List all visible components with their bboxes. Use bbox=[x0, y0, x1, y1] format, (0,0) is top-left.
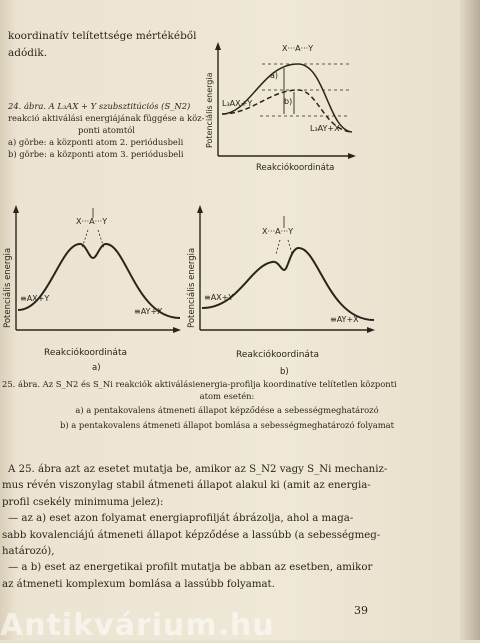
fig25a-panel: a) bbox=[92, 363, 101, 373]
figure-24-caption bbox=[8, 100, 204, 160]
fig25-caption-line-4: b) a pentakovalens átmeneti állapot bomlása a sebességmeghatározó folyamat bbox=[59, 419, 395, 430]
fig25a-left-label: ≡AX+Y bbox=[20, 294, 50, 303]
fig25b-panel: b) bbox=[280, 367, 289, 377]
body-line-5: sabb kovalenciájú átmeneti állapot képződése a lassúbb (a sebességmeg- bbox=[2, 529, 381, 541]
fig25a-x-arrow bbox=[173, 327, 181, 333]
fig25b-top-label: X···A···Y bbox=[262, 227, 294, 236]
fig25a-right-label: ≡AY+X bbox=[134, 307, 163, 316]
fig24-curve-b-label: b) bbox=[284, 97, 293, 106]
fig24-caption-line-4: a) görbe: a központi atom 2. periódusbeli bbox=[8, 137, 184, 147]
page-number: 39 bbox=[354, 604, 368, 617]
fig24-caption-line-1: 24. ábra. A L₃AX + Y szubsztitúciós (S_N2) bbox=[8, 101, 191, 111]
fig24-caption-line-5: b) görbe: a központi atom 3. periódusbeli bbox=[8, 149, 184, 159]
body-line-2: mus révén viszonylag stabil átmeneti állapot alakul ki (amit az energia- bbox=[2, 480, 371, 492]
fig25-caption-line-2: atom esetén: bbox=[199, 390, 255, 401]
fig25a-ylabel: Potenciális energia bbox=[3, 247, 13, 328]
fig25b-curve bbox=[202, 248, 374, 320]
fig25-caption-line-3: a) a pentakovalens átmeneti állapot képződése a sebességmeghatározó bbox=[75, 405, 379, 415]
intro-line-2: adódik. bbox=[8, 47, 48, 59]
fig25b-ts-dash-right bbox=[288, 240, 292, 254]
fig24-left-label: L₃AX+Y bbox=[222, 99, 253, 108]
fig25a-xlabel: Reakciókoordináta bbox=[44, 348, 127, 358]
fig24-right-label: L₃AY+X bbox=[310, 124, 340, 133]
body-line-6: határozó), bbox=[2, 546, 55, 558]
body-line-3: profil csekély minimuma jelez): bbox=[2, 496, 164, 508]
fig24-top-label: X···A···Y bbox=[282, 44, 314, 53]
figure-25-caption bbox=[2, 379, 452, 431]
body-line-7: — a b) eset az energetikai profilt mutatja be abban az esetben, amikor bbox=[8, 562, 373, 574]
fig25a-top-label: X···A···Y bbox=[76, 217, 108, 226]
fig24-caption-line-3: ponti atomtól bbox=[78, 125, 135, 135]
fig25b-x-arrow bbox=[367, 327, 375, 333]
figure-25a-diagram bbox=[0, 200, 190, 380]
body-paragraph bbox=[2, 462, 454, 593]
fig25b-ts-dash-left bbox=[276, 240, 280, 254]
fig24-y-arrow bbox=[215, 42, 221, 50]
intro-line-1: koordinatív telítettsége mértékéből bbox=[8, 30, 197, 42]
body-line-1: A 25. ábra azt az esetet mutatja be, amikor az S_N2 vagy S_Ni mechaniz- bbox=[8, 464, 388, 475]
fig25b-xlabel: Reakciókoordináta bbox=[236, 350, 319, 360]
fig24-caption-line-2: reakció aktiválási energiájának függése a köz- bbox=[8, 113, 205, 123]
figure-25b-diagram bbox=[184, 200, 384, 380]
fig25b-right-label: ≡AY+X bbox=[330, 315, 359, 324]
fig25b-left-label: ≡AX+Y bbox=[204, 293, 234, 302]
fig25b-ylabel: Potenciális energia bbox=[187, 247, 197, 328]
figure-24-diagram bbox=[200, 38, 360, 178]
fig24-xlabel: Reakciókoordináta bbox=[256, 163, 335, 173]
body-line-8: az átmeneti komplexum bomlása a lassúbb folyamat. bbox=[2, 578, 275, 590]
intro-paragraph bbox=[8, 28, 196, 62]
fig24-ylabel: Potenciális energia bbox=[205, 72, 214, 148]
fig24-x-arrow bbox=[348, 153, 356, 159]
fig24-curve-a-label: a) bbox=[270, 71, 279, 80]
fig25-caption-line-1: 25. ábra. Az S_N2 és S_Ni reakciók aktiválásienergia-profilja koordinatíve telítetlen központi bbox=[2, 379, 397, 389]
fig25b-y-arrow bbox=[197, 205, 203, 213]
body-line-4: — az a) eset azon folyamat energiaprofilját ábrázolja, ahol a maga- bbox=[8, 513, 354, 525]
watermark: Antikvárium.hu bbox=[0, 608, 275, 643]
book-spine-shadow bbox=[460, 0, 480, 640]
fig25a-y-arrow bbox=[13, 205, 19, 213]
